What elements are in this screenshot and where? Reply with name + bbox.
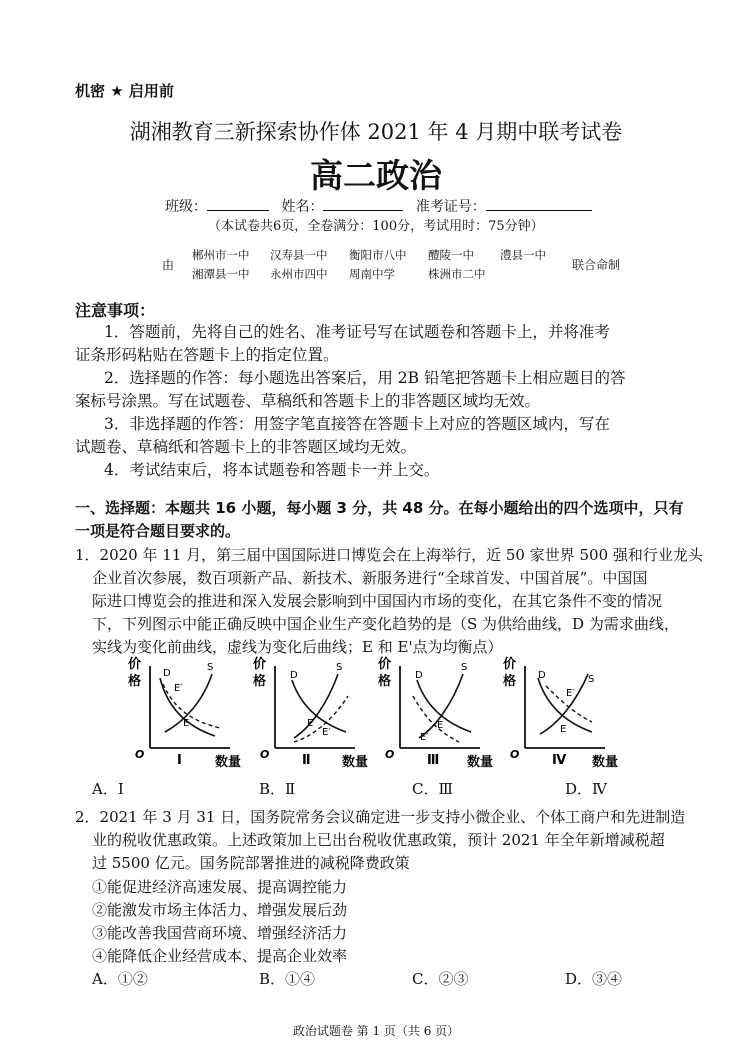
q2-text: 业的税收优惠政策。上述政策加上已出台税收优惠政策，预计 2021 年全年新增减税超	[92, 831, 665, 849]
d-label: D	[415, 670, 423, 681]
graph-1	[125, 656, 250, 772]
q2-text: 2．2021 年 3 月 31 日，国务院常务会议确定进一步支持小微企业、个体工商户和先进制造	[75, 808, 686, 826]
origin-label: O	[260, 748, 270, 761]
graph-numeral: Ⅱ	[302, 753, 311, 768]
price-label: 价	[503, 657, 517, 672]
graph-numeral: Ⅲ	[427, 753, 440, 768]
price-label: 价	[128, 657, 142, 672]
school-name: 永州市四中	[270, 267, 328, 281]
exam-title: 湖湘教育三新探索协作体 2021 年 4 月期中联考试卷	[129, 120, 623, 144]
q2-text: 过 5500 亿元。国务院部署推进的减税降费政策	[92, 854, 410, 872]
origin-label: O	[385, 748, 395, 761]
note-line: 4．考试结束后，将本试题卷和答题卡一并上交。	[104, 461, 440, 479]
price-label: 价	[378, 657, 392, 672]
name-blank	[323, 198, 403, 211]
note-line: 1．答题前，先将自己的姓名、准考证号写在试题卷和答题卡上，并将准考	[104, 323, 610, 341]
id-label: 准考证号：	[415, 199, 486, 215]
graph-4	[500, 656, 625, 772]
e-prime-label: E′	[174, 683, 183, 694]
id-blank	[486, 198, 592, 211]
school-name: 郴州市一中	[192, 248, 250, 262]
school-name: 醴陵一中	[428, 248, 474, 262]
page-footer: 政治试题卷 第 1 页（共 6 页）	[292, 1024, 460, 1038]
origin-label: O	[135, 748, 145, 761]
q2-option-c[interactable]: C．②③	[412, 970, 469, 988]
q2-option-d[interactable]: D．③④	[565, 970, 623, 988]
e-label: E	[437, 720, 444, 731]
price-label: 格	[503, 674, 517, 689]
s-label: S	[461, 662, 468, 673]
q2-statement: ①能促进经济高速发展、提高调控能力	[92, 878, 348, 896]
s-label: S	[207, 662, 214, 673]
name-label: 姓名：	[281, 199, 324, 215]
d-label: D	[538, 670, 546, 681]
school-name: 株洲市二中	[428, 267, 486, 281]
candidate-info	[165, 196, 592, 216]
price-label: 格	[128, 674, 142, 689]
origin-label: O	[510, 748, 520, 761]
section-heading: 一、选择题：本题共 16 小题，每小题 3 分，共 48 分。在每小题给出的四个选项中，只有	[75, 499, 684, 517]
school-name: 湘潭县一中	[192, 267, 250, 281]
q1-option-d[interactable]: D．Ⅳ	[565, 780, 608, 798]
quantity-label: 数量	[467, 755, 494, 770]
q2-option-a[interactable]: A．①②	[92, 970, 148, 988]
school-name: 衡阳市八中	[349, 248, 407, 262]
school-name: 周南中学	[349, 267, 395, 281]
price-label: 格	[253, 674, 267, 689]
s-label: S	[336, 662, 343, 673]
e-label: E	[307, 718, 314, 729]
note-line: 3．非选择题的作答：用签字笔直接答在答题卡上对应的答题区域内，写在	[104, 415, 610, 433]
joint-prefix: 由	[162, 258, 175, 272]
q2-statement: ②能激发市场主体活力、增强发展后劲	[92, 901, 348, 919]
school-name: 澧县一中	[500, 248, 546, 262]
q1-option-c[interactable]: C．Ⅲ	[412, 780, 453, 798]
price-label: 价	[253, 657, 267, 672]
subject-title: 高二政治	[310, 156, 442, 195]
q1-text: 实线为变化前曲线，虚线为变化后曲线；E 和 E'点为均衡点）	[92, 638, 503, 656]
exam-info: （本试卷共6页，全卷满分：100分，考试用时：75分钟）	[208, 219, 544, 234]
section-heading-cont: 一项是符合题目要求的。	[75, 522, 241, 540]
d-label: D	[290, 670, 298, 681]
e-prime-label: E′	[322, 727, 331, 738]
q1-text: 1．2020 年 11 月，第三届中国国际进口博览会在上海举行，近 50 家世界 500 强和行业龙头	[75, 546, 703, 564]
q1-text: 企业首次参展，数百项新产品、新技术、新服务进行“全球首发、中国首展”。中国国	[92, 569, 648, 587]
price-label: 格	[378, 674, 392, 689]
s-label: S	[588, 674, 595, 685]
confidential-mark: 机密 ★ 启用前	[75, 82, 174, 100]
note-line: 案标号涂黑。写在试题卷、草稿纸和答题卡上的非答题区域均无效。	[75, 392, 541, 410]
graph-3	[375, 656, 500, 772]
q2-option-b[interactable]: B．①④	[259, 970, 316, 988]
e-prime-label: E′	[566, 688, 575, 699]
e-label: E	[560, 724, 567, 735]
q1-option-b[interactable]: B．Ⅱ	[259, 780, 296, 798]
class-blank	[207, 198, 269, 211]
note-line: 证条形码粘贴在答题卡上的指定位置。	[75, 346, 339, 364]
graph-numeral: Ⅳ	[552, 753, 567, 768]
note-line: 2．选择题的作答：每小题选出答案后，用 2B 铅笔把答题卡上相应题目的答	[104, 369, 626, 387]
e-label: E	[183, 718, 190, 729]
e-prime-label: E′	[420, 732, 429, 743]
q2-statement: ③能改善我国营商环境、增强经济活力	[92, 924, 348, 942]
school-name: 汉寿县一中	[270, 248, 328, 262]
note-line: 试题卷、草稿纸和答题卡上的非答题区域均无效。	[75, 438, 417, 456]
quantity-label: 数量	[342, 755, 369, 770]
q1-option-a[interactable]: A．Ⅰ	[92, 780, 124, 798]
notes-heading: 注意事项：	[75, 301, 156, 320]
d-label: D	[163, 668, 171, 679]
q1-text: 际进口博览会的推进和深入发展会影响到中国国内市场的变化，在其它条件不变的情况	[92, 592, 663, 610]
class-label: 班级：	[165, 199, 207, 215]
quantity-label: 数量	[592, 755, 619, 770]
joint-suffix: 联合命制	[572, 258, 621, 272]
q2-statement: ④能降低企业经营成本、提高企业效率	[92, 947, 348, 965]
graph-2	[250, 656, 375, 772]
q1-text: 下，下列图示中能正确反映中国企业生产变化趋势的是（S 为供给曲线，D 为需求曲线，	[92, 615, 679, 633]
graph-numeral: Ⅰ	[177, 753, 182, 768]
quantity-label: 数量	[215, 755, 242, 770]
